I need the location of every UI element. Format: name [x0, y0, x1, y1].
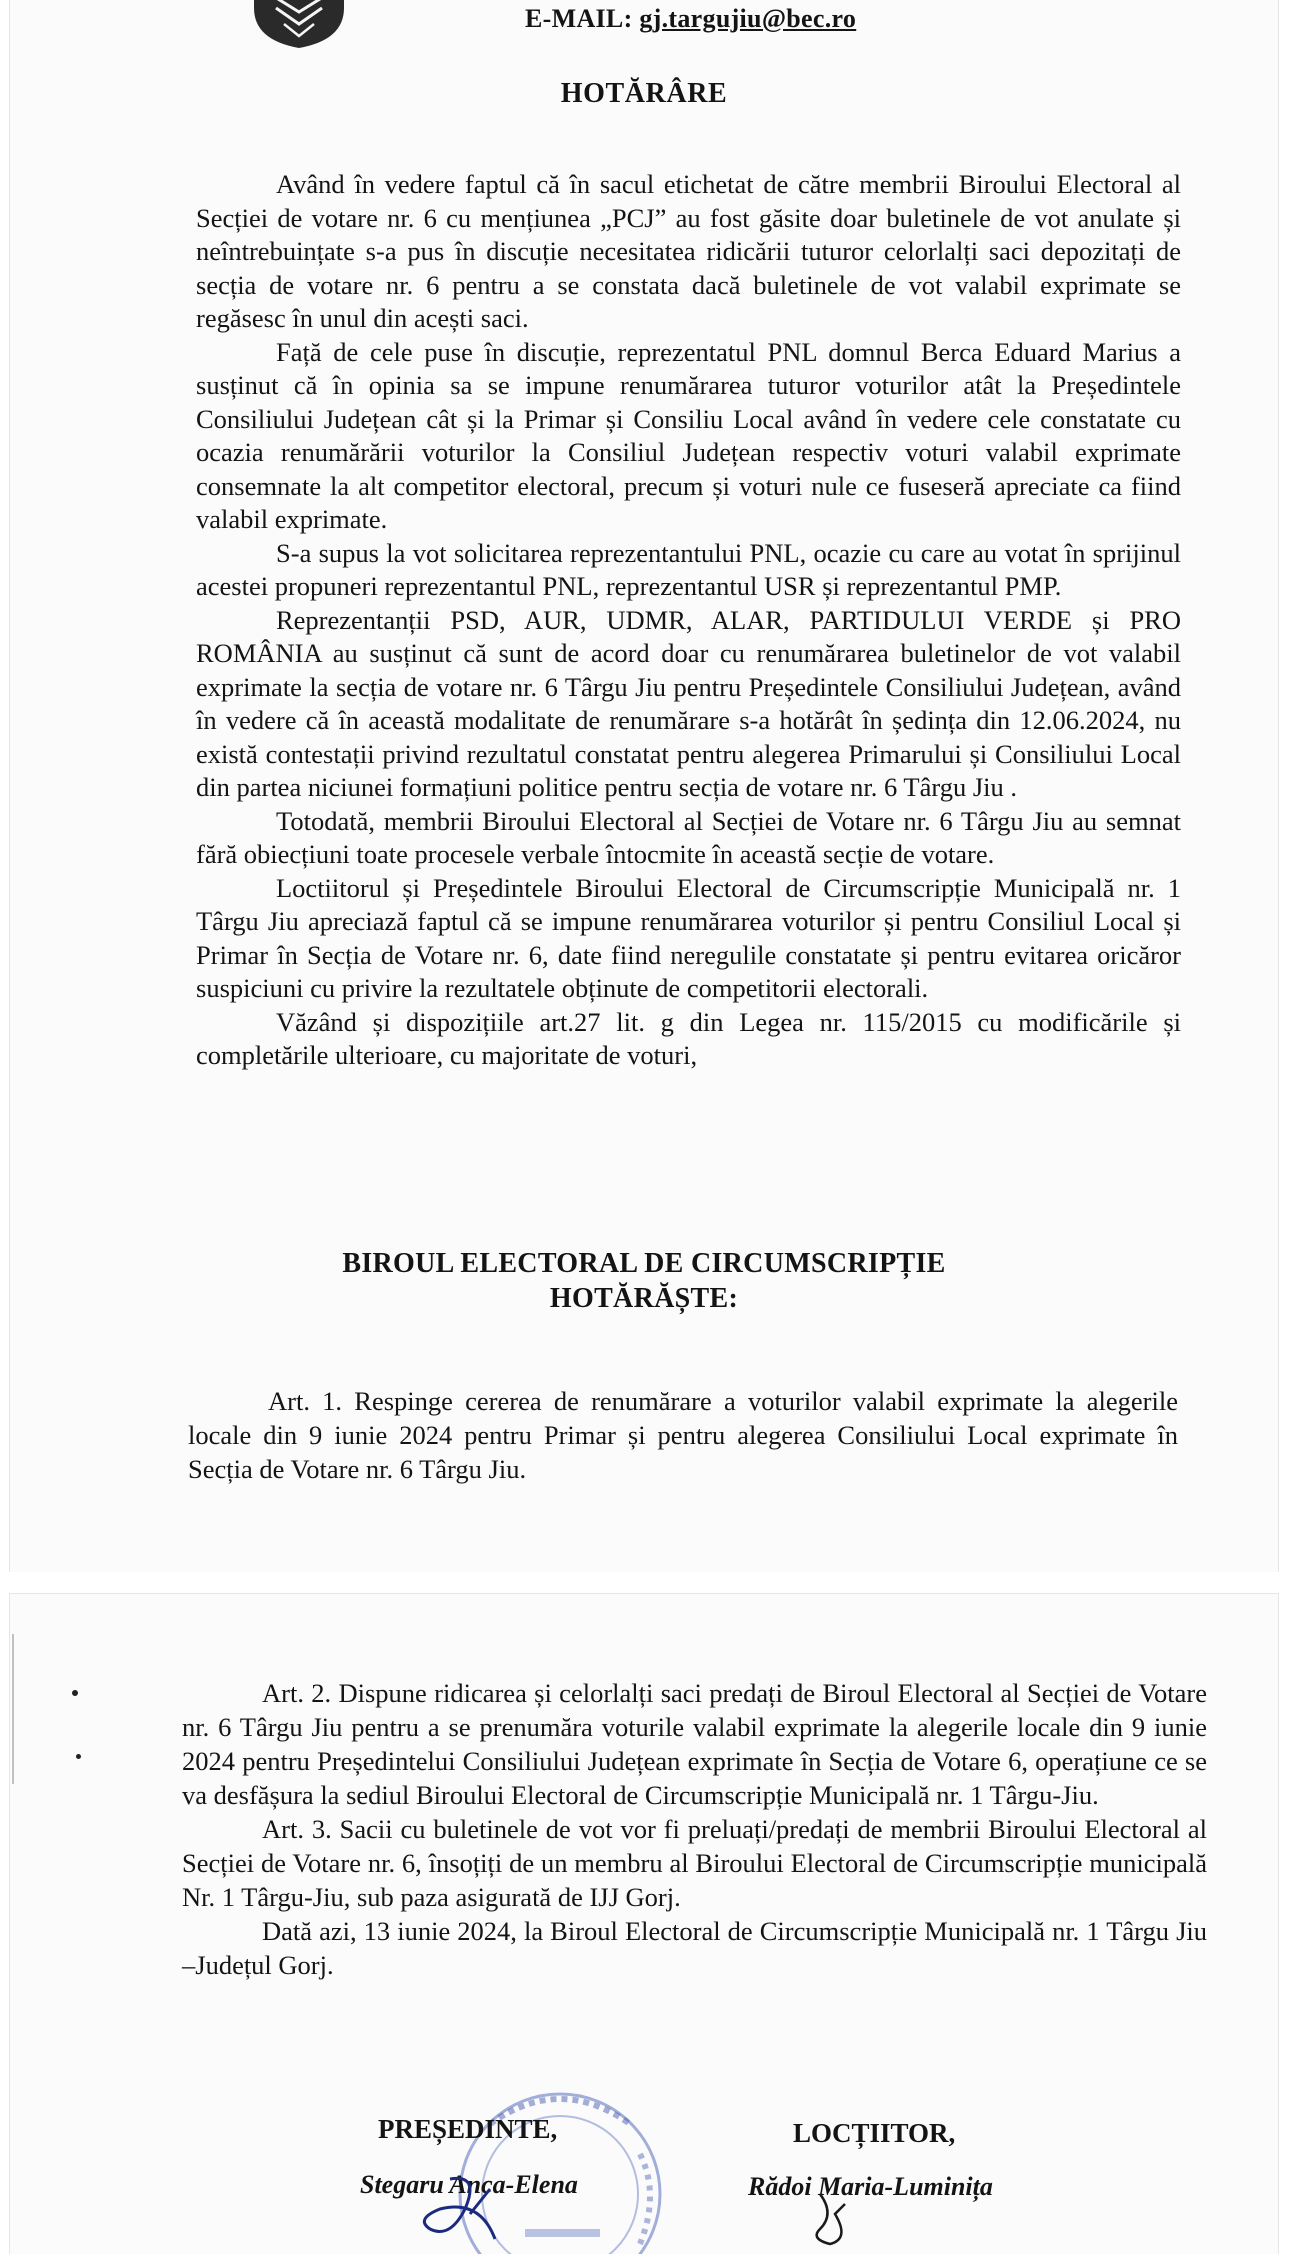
- president-name: Stegaru Anca-Elena: [360, 2170, 578, 2199]
- paragraph: Reprezentanții PSD, AUR, UDMR, ALAR, PARTIDULUI VERDE și PRO ROMÂNIA au susținut că sunt de acord doar cu renumărarea buletinelor de vot valabil exprimate la secția de votare nr. 6 Târgu Jiu pentru Președintele Consiliului Județean, având în vedere că în această modalitate de renumărare s-a hotărât în ședința din 12.06.2024, nu există contestații privind rezultatul constatat pentru alegerea Primarului și Consiliului Local din partea niciunei formațiuni politice pentru secția de votare nr. 6 Târgu Jiu .: [196, 604, 1181, 802]
- scan-edge-line: [12, 1634, 14, 1784]
- paragraph: Având în vedere faptul că în sacul etichetat de către membrii Biroului Electoral al Secției de votare nr. 6 cu mențiunea „PCJ” au fost găsite doar buletinele de vot anulate și neîntrebuințate s-a pus în discuție necesitatea ridicării tuturor celorlalți saci depozitați de secția de votare nr. 6 pentru a se constata dacă buletinele de vot valabil exprimate se regăsesc în unul din acești saci.: [196, 169, 1181, 333]
- document-page-2: [10, 1594, 1278, 2254]
- articles-body: [182, 1676, 1207, 1982]
- paragraph: Totodată, membrii Biroului Electoral al Secției de Votare nr. 6 Târgu Jiu au semnat fără obiecțiuni toate procesele verbale întocmite în această secție de votare.: [196, 805, 1181, 869]
- article-3: Art. 3. Sacii cu buletinele de vot vor fi preluați/predați de membrii Biroului Electoral al Secției de Votare nr. 6, însoțiți de un membru al Biroului Electoral de Circumscripție municipală Nr. 1 Târgu-Jiu, sub paza asigurată de IJJ Gorj.: [182, 1814, 1207, 1912]
- decides-heading: HOTĂRĂȘTE:: [549, 1283, 739, 1314]
- page-separator: [0, 1572, 1290, 1594]
- article-1: [188, 1384, 1178, 1486]
- document-page-1: [10, 0, 1278, 1572]
- header-email: [525, 4, 856, 34]
- deputy-name: Rădoi Maria-Luminița: [748, 2172, 993, 2201]
- board-name: BIROUL ELECTORAL DE CIRCUMSCRIPȚIE: [342, 1248, 946, 1279]
- paragraph: Față de cele puse în discuție, reprezentatul PNL domnul Berca Eduard Marius a susținut că în opinia sa se impune renumărarea tuturor voturilor atât la Președintele Consiliului Județean cât și la Primar și Consiliu Local având în vedere cele constatate cu ocazia renumărării voturilor la Consiliul Județean respectiv voturi valabil exprimate consemnate la alt competitor electoral, precum și voturi nule ce fuseseră apreciate ca fiind valabil exprimate.: [196, 336, 1181, 534]
- president-signature-icon: [410, 2169, 530, 2254]
- deputy-label: LOCȚIITOR,: [793, 2118, 956, 2148]
- paragraph: Văzând și dispozițiile art.27 lit. g din Legea nr. 115/2015 cu modificările și completările ulterioare, cu majoritate de voturi,: [196, 1006, 1181, 1070]
- scan-dot: [72, 1690, 78, 1696]
- paragraph: S-a supus la vot solicitarea reprezentantului PNL, ocazie cu care au votat în sprijinul acestei propuneri reprezentantul PNL, reprezentantul USR și reprezentantul PMP.: [196, 537, 1181, 601]
- deputy-signature-icon: [790, 2184, 880, 2254]
- board-heading: [10, 1246, 1278, 1316]
- article-text: Art. 1. Respinge cererea de renumărare a voturilor valabil exprimate la alegerile locale din 9 iunie 2024 pentru Primar și pentru alegerea Consiliului Local exprimate în Secția de Votare nr. 6 Târgu Jiu.: [188, 1386, 1178, 1484]
- email-label: E-MAIL:: [525, 4, 633, 33]
- document-title: HOTĂRÂRE: [560, 78, 728, 109]
- decision-body: [196, 168, 1181, 1073]
- email-link[interactable]: gj.targujiu@bec.ro: [639, 4, 857, 33]
- paragraph: Loctiitorul și Președintele Biroului Electoral de Circumscripție Municipală nr. 1 Târgu Jiu apreciază faptul că se impune renumărarea voturilor și pentru Consiliul Local și Primar în Secția de Votare nr. 6, date fiind neregulile constatate și pentru evitarea oricăror suspiciuni cu privire la rezultatele obținute de competitorii electorali.: [196, 872, 1181, 1003]
- closing-statement: Dată azi, 13 iunie 2024, la Biroul Electoral de Circumscripție Municipală nr. 1 Târgu Jiu –Județul Gorj.: [182, 1916, 1207, 1980]
- scan-dot: [76, 1754, 81, 1759]
- coat-of-arms-icon: [240, 0, 358, 48]
- president-label: PREȘEDINTE,: [378, 2114, 558, 2144]
- article-2: Art. 2. Dispune ridicarea și celorlalți saci predați de Biroul Electoral al Secției de Votare nr. 6 Târgu Jiu pentru a se prenumăra voturile valabil exprimate la alegerile locale din 9 iunie 2024 pentru Președintelui Consiliului Județean exprimate în Secția de Votare 6, operațiune ce se va desfășura la sediul Biroului Electoral de Circumscripție Municipală nr. 1 Târgu-Jiu.: [182, 1678, 1207, 1810]
